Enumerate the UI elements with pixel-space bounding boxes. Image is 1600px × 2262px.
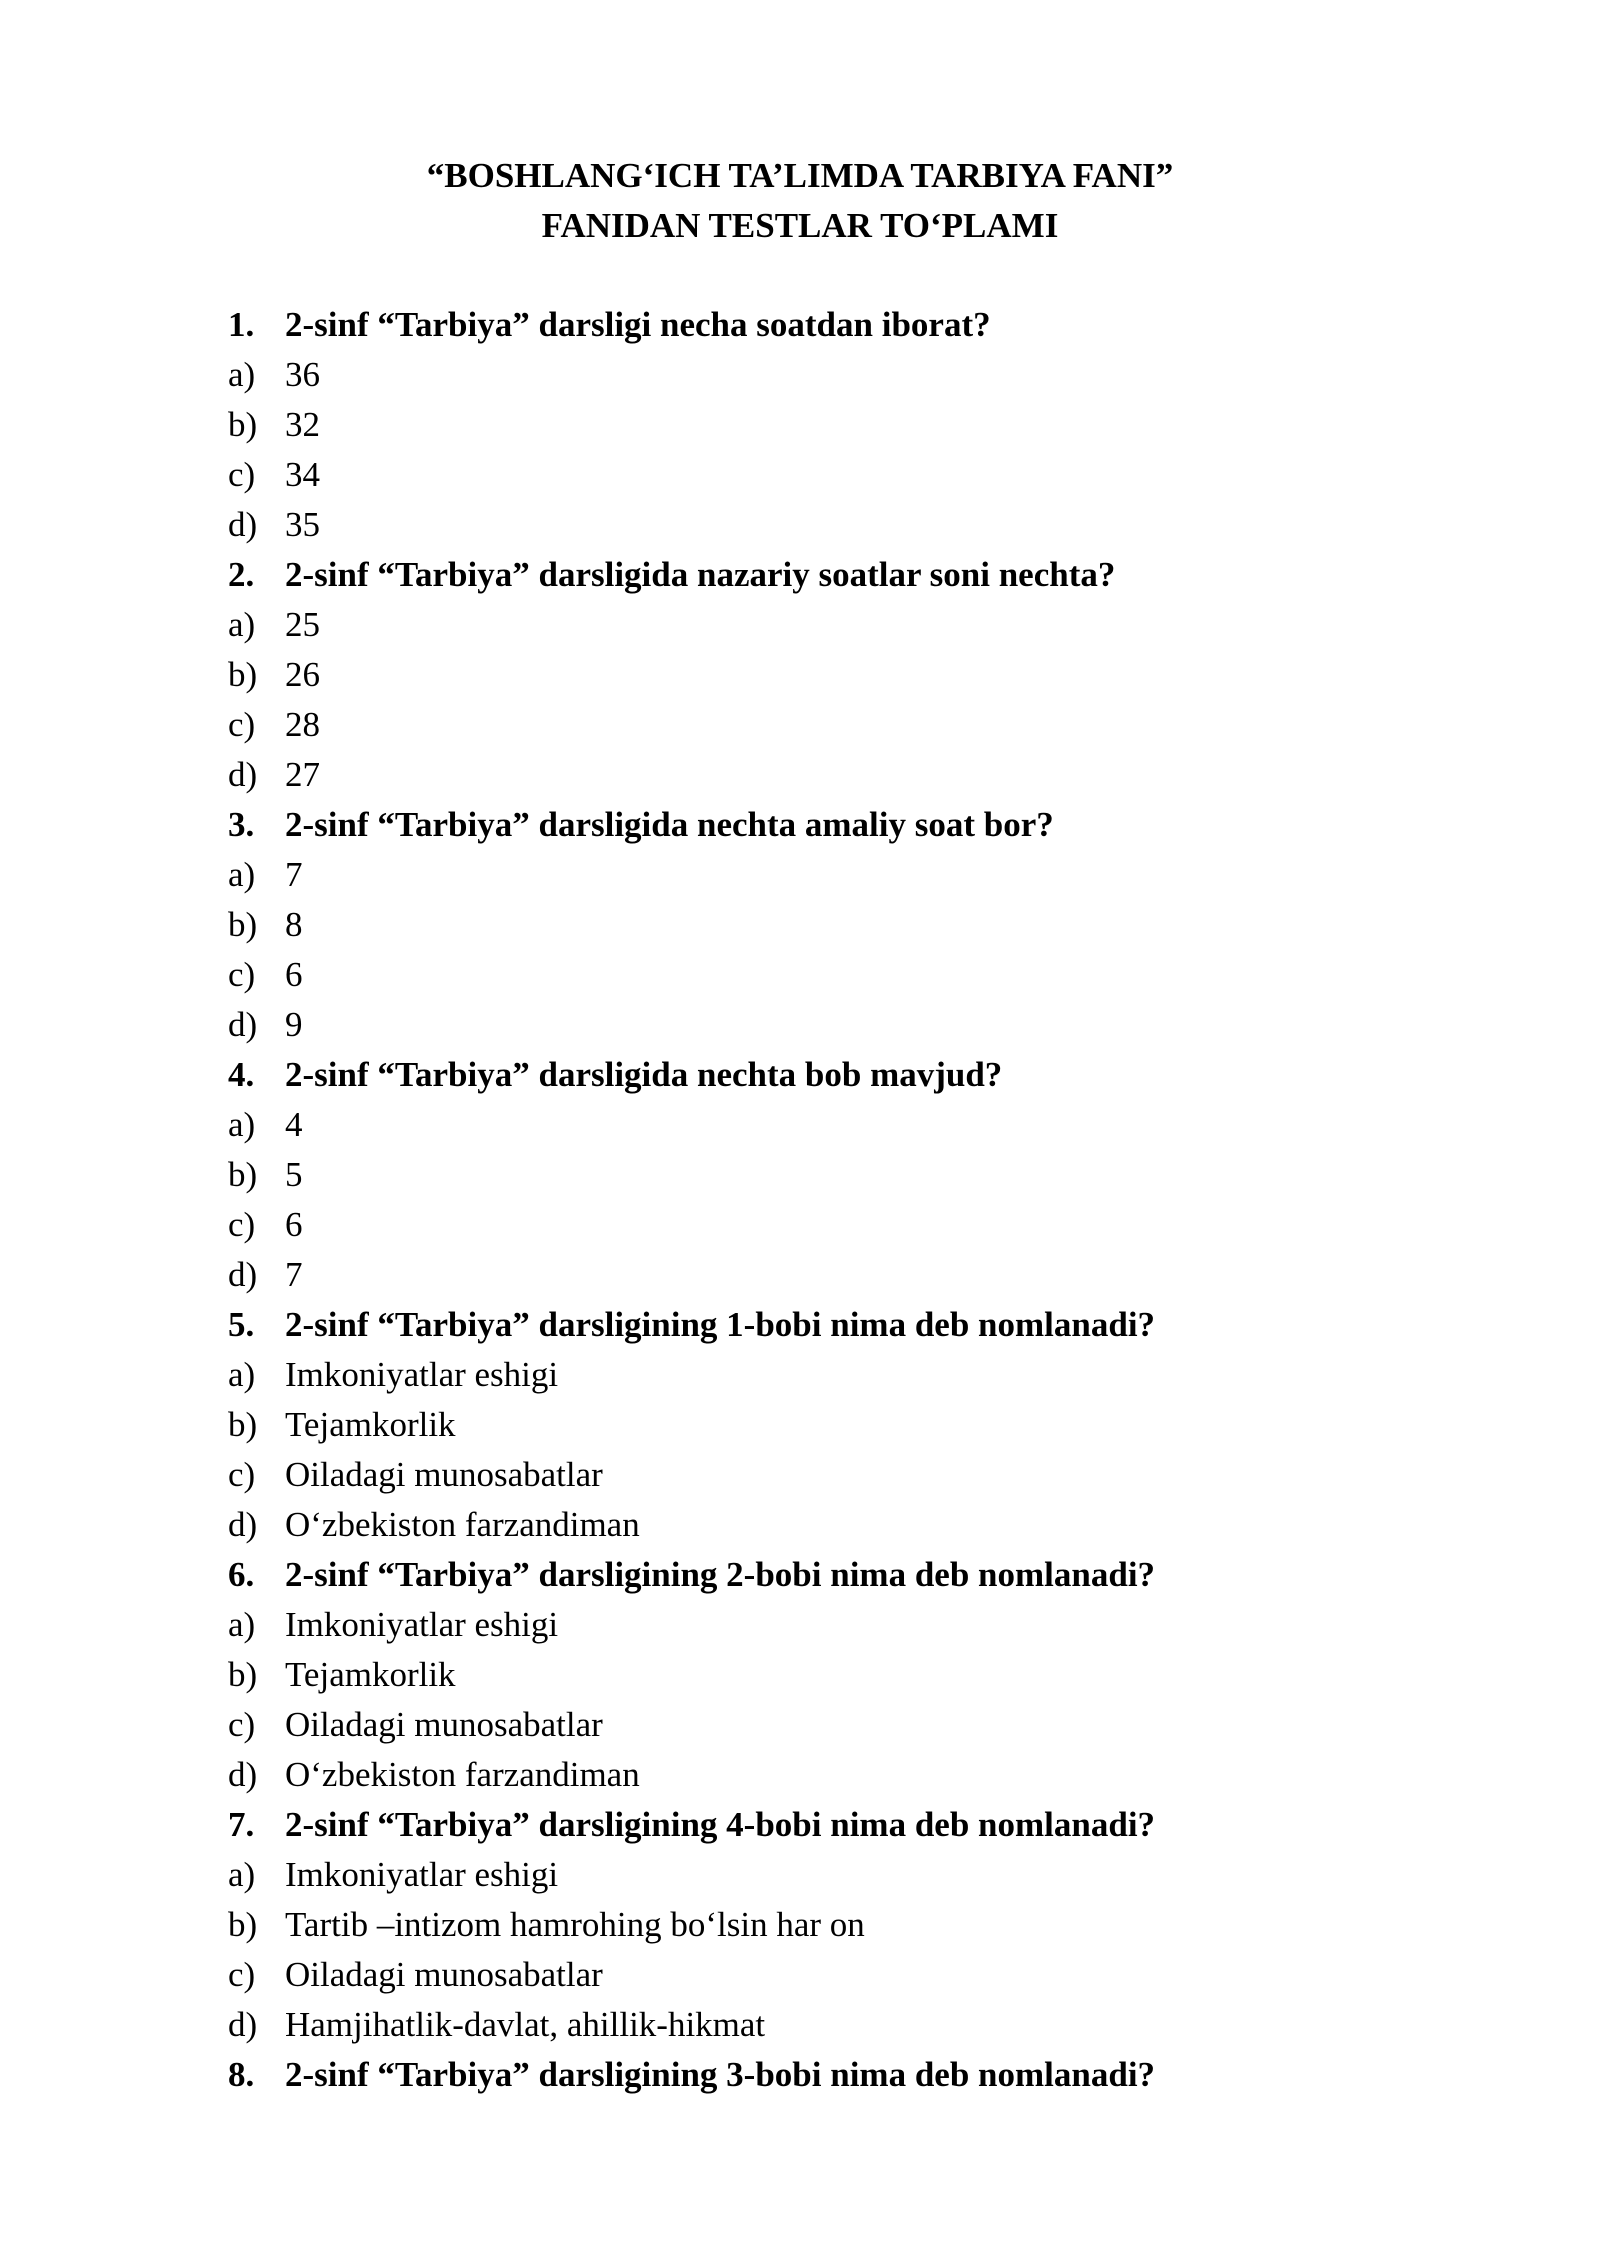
- option-text: 26: [285, 655, 320, 694]
- question-heading: [228, 1300, 1378, 1350]
- answer-option: [228, 850, 1378, 900]
- option-text: Tejamkorlik: [285, 1405, 456, 1444]
- question-heading: [228, 1050, 1378, 1100]
- option-text: 6: [285, 1205, 303, 1244]
- question-text: 2-sinf “Tarbiya” darsligi necha soatdan iborat?: [285, 305, 991, 344]
- answer-option: [228, 750, 1378, 800]
- answer-option: [228, 1850, 1378, 1900]
- option-text: Imkoniyatlar eshigi: [285, 1855, 559, 1894]
- question-number: 7.: [228, 1805, 255, 1844]
- option-text: O‘zbekiston farzandiman: [285, 1755, 640, 1794]
- option-letter: b): [228, 1655, 258, 1694]
- option-letter: d): [228, 755, 258, 794]
- question-text: 2-sinf “Tarbiya” darsligida nazariy soatlar soni nechta?: [285, 555, 1116, 594]
- question-number: 4.: [228, 1055, 255, 1094]
- question-heading: [228, 1550, 1378, 1600]
- document-title: [0, 151, 1600, 251]
- option-text: 4: [285, 1105, 303, 1144]
- option-text: Tartib –intizom hamrohing bo‘lsin har on: [285, 1905, 865, 1944]
- answer-option: [228, 1250, 1378, 1300]
- option-text: Imkoniyatlar eshigi: [285, 1355, 559, 1394]
- option-letter: b): [228, 905, 258, 944]
- question-number: 2.: [228, 555, 255, 594]
- answer-option: [228, 1650, 1378, 1700]
- question-heading: [228, 1800, 1378, 1850]
- answer-option: [228, 700, 1378, 750]
- option-letter: b): [228, 655, 258, 694]
- option-letter: a): [228, 605, 256, 644]
- question-text: 2-sinf “Tarbiya” darsligida nechta bob mavjud?: [285, 1055, 1003, 1094]
- question-number: 3.: [228, 805, 255, 844]
- option-letter: a): [228, 1855, 256, 1894]
- option-text: 9: [285, 1005, 303, 1044]
- option-letter: c): [228, 1705, 256, 1744]
- option-text: 7: [285, 855, 303, 894]
- option-letter: c): [228, 1205, 256, 1244]
- question-heading: [228, 2050, 1378, 2100]
- answer-option: [228, 1350, 1378, 1400]
- option-letter: c): [228, 705, 256, 744]
- question-heading: [228, 550, 1378, 600]
- option-text: 27: [285, 755, 320, 794]
- option-text: Oiladagi munosabatlar: [285, 1955, 603, 1994]
- option-text: 5: [285, 1155, 303, 1194]
- answer-option: [228, 950, 1378, 1000]
- answer-option: [228, 650, 1378, 700]
- option-letter: d): [228, 1755, 258, 1794]
- answer-option: [228, 500, 1378, 550]
- answer-option: [228, 2000, 1378, 2050]
- option-text: 28: [285, 705, 320, 744]
- option-letter: d): [228, 1005, 258, 1044]
- question-number: 8.: [228, 2055, 255, 2094]
- option-text: 34: [285, 455, 320, 494]
- option-letter: a): [228, 1105, 256, 1144]
- title-line-2: FANIDAN TESTLAR TO‘PLAMI: [541, 206, 1059, 245]
- answer-option: [228, 1200, 1378, 1250]
- question-heading: [228, 800, 1378, 850]
- option-letter: a): [228, 1355, 256, 1394]
- answer-option: [228, 1600, 1378, 1650]
- question-text: 2-sinf “Tarbiya” darsligining 2-bobi nima deb nomlanadi?: [285, 1555, 1156, 1594]
- option-text: 8: [285, 905, 303, 944]
- option-letter: c): [228, 1955, 256, 1994]
- question-text: 2-sinf “Tarbiya” darsligida nechta amaliy soat bor?: [285, 805, 1054, 844]
- option-text: 25: [285, 605, 320, 644]
- question-number: 5.: [228, 1305, 255, 1344]
- answer-option: [228, 1950, 1378, 2000]
- answer-option: [228, 1450, 1378, 1500]
- option-letter: d): [228, 505, 258, 544]
- option-text: 36: [285, 355, 320, 394]
- question-number: 6.: [228, 1555, 255, 1594]
- option-letter: c): [228, 955, 256, 994]
- option-text: Oiladagi munosabatlar: [285, 1455, 603, 1494]
- answer-option: [228, 900, 1378, 950]
- option-text: Oiladagi munosabatlar: [285, 1705, 603, 1744]
- answer-option: [228, 1000, 1378, 1050]
- answer-option: [228, 1500, 1378, 1550]
- option-text: 6: [285, 955, 303, 994]
- answer-option: [228, 450, 1378, 500]
- option-letter: d): [228, 2005, 258, 2044]
- option-letter: a): [228, 355, 256, 394]
- answer-option: [228, 1900, 1378, 1950]
- answer-option: [228, 1750, 1378, 1800]
- question-list: [228, 300, 1378, 2100]
- answer-option: [228, 1700, 1378, 1750]
- option-letter: a): [228, 855, 256, 894]
- option-letter: c): [228, 1455, 256, 1494]
- option-text: 7: [285, 1255, 303, 1294]
- option-letter: a): [228, 1605, 256, 1644]
- answer-option: [228, 1100, 1378, 1150]
- title-line-1: “BOSHLANG‘ICH TA’LIMDA TARBIYA FANI”: [426, 156, 1174, 195]
- option-letter: b): [228, 1405, 258, 1444]
- question-text: 2-sinf “Tarbiya” darsligining 3-bobi nima deb nomlanadi?: [285, 2055, 1156, 2094]
- answer-option: [228, 1400, 1378, 1450]
- option-text: Hamjihatlik-davlat, ahillik-hikmat: [285, 2005, 766, 2044]
- option-text: Imkoniyatlar eshigi: [285, 1605, 559, 1644]
- question-number: 1.: [228, 305, 255, 344]
- option-text: O‘zbekiston farzandiman: [285, 1505, 640, 1544]
- option-letter: b): [228, 1155, 258, 1194]
- option-letter: b): [228, 405, 258, 444]
- question-text: 2-sinf “Tarbiya” darsligining 4-bobi nima deb nomlanadi?: [285, 1805, 1156, 1844]
- option-letter: d): [228, 1255, 258, 1294]
- question-text: 2-sinf “Tarbiya” darsligining 1-bobi nima deb nomlanadi?: [285, 1305, 1156, 1344]
- answer-option: [228, 600, 1378, 650]
- answer-option: [228, 350, 1378, 400]
- option-letter: b): [228, 1905, 258, 1944]
- answer-option: [228, 400, 1378, 450]
- option-letter: c): [228, 455, 256, 494]
- option-text: Tejamkorlik: [285, 1655, 456, 1694]
- option-text: 32: [285, 405, 320, 444]
- option-letter: d): [228, 1505, 258, 1544]
- answer-option: [228, 1150, 1378, 1200]
- question-heading: [228, 300, 1378, 350]
- option-text: 35: [285, 505, 320, 544]
